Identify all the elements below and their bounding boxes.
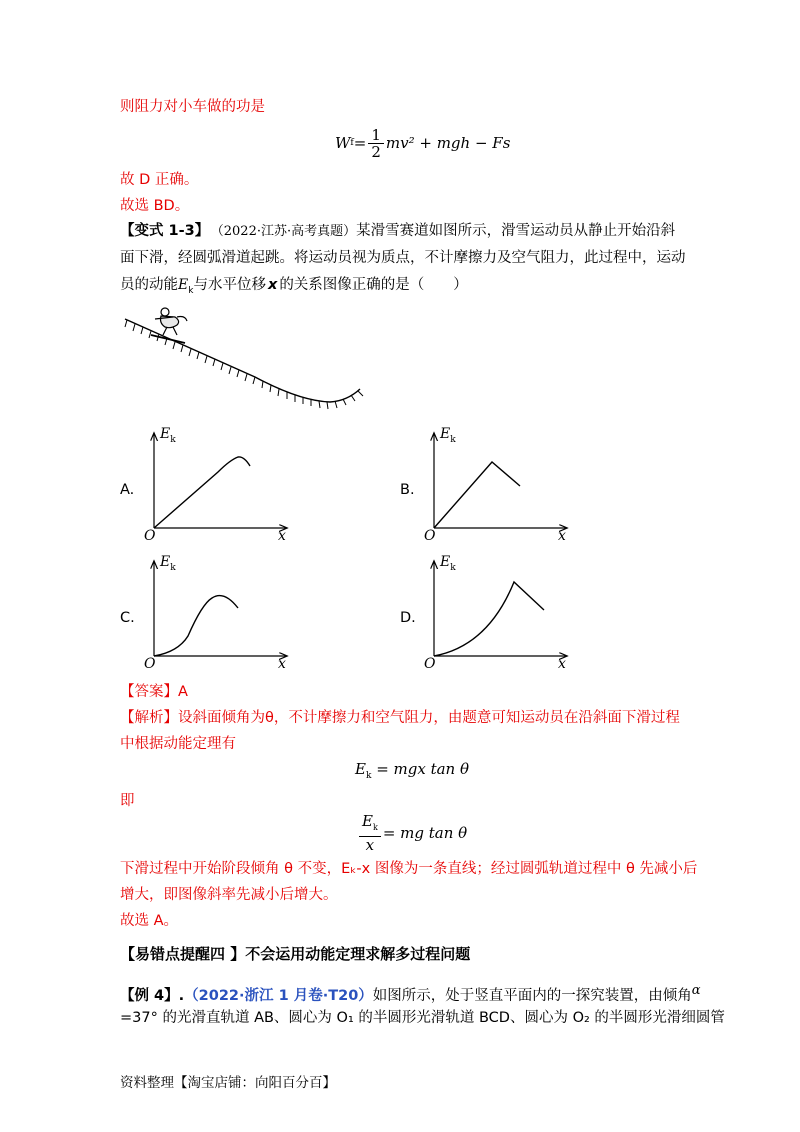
skier-icon [151,308,187,343]
formula-work-num: 1 [368,127,384,144]
variant-text-1: 某滑雪赛道如图所示，滑雪运动员从静止开始沿斜 [356,223,676,239]
variant-source: （2022·江苏·高考真题） [217,224,357,239]
choose-a-line: 故选 A。 [120,913,179,929]
formula-work-sub: f [350,138,354,148]
answer-tag: 【答案】 [120,684,178,700]
formula-work-fraction [368,127,384,160]
formula-ratio-rhs: = mg tan θ [382,824,468,842]
formula-work-rhs: mv² + mgh − Fs [385,134,511,152]
option-b-label: B. [400,482,415,498]
graph-d-xlabel: x [558,656,566,672]
graph-c-ylabel-e: E [160,554,171,570]
answer-value: A [178,684,188,700]
graph-d-ylabel-e: E [440,554,451,570]
formula-ek-lhs: E [355,760,366,778]
example-text-1: 如图所示，处于竖直平面内的一探究装置，由倾角 [372,987,692,1004]
analysis-text-1: 设斜面倾角为θ，不计摩擦力和空气阻力，由题意可知运动员在沿斜面下滑过程 [178,710,680,726]
analysis-line3: 下滑过程中开始阶段倾角 θ 不变，Eₖ-x 图像为一条直线；经过圆弧轨道过程中 θ 先减小后 [120,861,698,877]
graph-b-ylabel [440,426,456,445]
section-heading: 【易错点提醒四 】不会运用动能定理求解多过程问题 [120,945,471,963]
graph-c-curve [154,596,238,656]
variant-ek-sub: k [188,285,194,296]
ski-track-curve [125,319,360,402]
answer-line [120,681,188,703]
example-dot: . [178,987,185,1004]
formula-ratio-num-e: E [362,812,373,830]
variant-text-3b: 与水平位移 [193,277,266,293]
variant-text-3c: 的关系图像正确的是（ ） [279,277,468,293]
example-source: （2022·浙江 1 月卷·T20） [184,987,373,1004]
footer-text: 资料整理【淘宝店铺：向阳百分百】 [120,1075,336,1091]
example-alpha: α [691,983,701,998]
option-d-label: D. [400,610,416,626]
formula-ek [355,760,469,781]
formula-work [335,123,510,163]
graph-c-ylabel-sub: k [170,562,176,573]
example-line2: =37° 的光滑直轨道 AB、圆心为 O₁ 的半圆形光滑轨道 BCD、圆心为 O₂ 的半圆形光滑细圆管 [120,1010,725,1026]
analysis-line2: 中根据动能定理有 [120,736,236,752]
formula-work-den: 2 [371,142,381,161]
ji-line: 即 [120,793,135,809]
graph-c-ylabel [160,554,176,573]
graph-a-ylabel [160,426,176,445]
graph-b-curve [434,462,520,528]
variant-ek: E [178,277,189,293]
example-tag: 【例 4】 [120,987,179,1004]
graph-c-xlabel: x [278,656,286,672]
graph-d-curve [434,582,544,656]
choose-bd-line: 故选 BD。 [120,198,190,214]
ski-track-hatching [125,320,363,409]
variant-line3 [120,274,468,302]
formula-work-lhs: W [335,134,351,152]
graph-a-origin: O [144,528,156,544]
analysis-line4: 增大，即图像斜率先减小后增大。 [120,887,338,903]
graph-a-ylabel-sub: k [170,434,176,445]
variant-line1 [120,220,675,243]
ski-track-figure [115,305,370,420]
graph-b-ylabel-e: E [440,426,451,442]
variant-text-3a: 员的动能 [120,277,178,293]
formula-ek-sub: k [365,771,372,781]
formula-ratio-den: x [365,836,375,854]
graph-d-ylabel-sub: k [450,562,456,573]
graph-b-ylabel-sub: k [450,434,456,445]
variant-x: x [267,277,278,293]
example-line1 [120,980,701,1007]
formula-ratio [357,813,467,853]
variant-line2: 面下滑，经圆弧滑道起跳。将运动员视为质点，不计摩擦力及空气阻力，此过程中，运动 [120,250,686,266]
graph-b-origin: O [424,528,436,544]
variant-tag: 【变式 1-3】 [120,223,210,239]
formula-ratio-num-sub: k [372,823,378,832]
analysis-tag: 【解析】 [120,710,178,726]
formula-ratio-fraction [359,813,381,853]
graph-a-xlabel: x [278,528,286,544]
resist-work-line: 则阻力对小车做的功是 [120,99,265,115]
formula-ratio-num [359,813,381,837]
d-correct-line: 故 D 正确。 [120,172,199,188]
analysis-line1 [120,707,680,729]
formula-ek-rhs: = mgx tan θ [371,760,470,778]
formula-work-eq: = [353,134,367,152]
graph-a-curve [154,457,250,528]
graph-d-ylabel [440,554,456,573]
option-c-label: C. [120,610,135,626]
graph-c-origin: O [144,656,156,672]
graph-b-xlabel: x [558,528,566,544]
option-a-label: A. [120,482,135,498]
graph-d-origin: O [424,656,436,672]
graph-a-ylabel-e: E [160,426,171,442]
